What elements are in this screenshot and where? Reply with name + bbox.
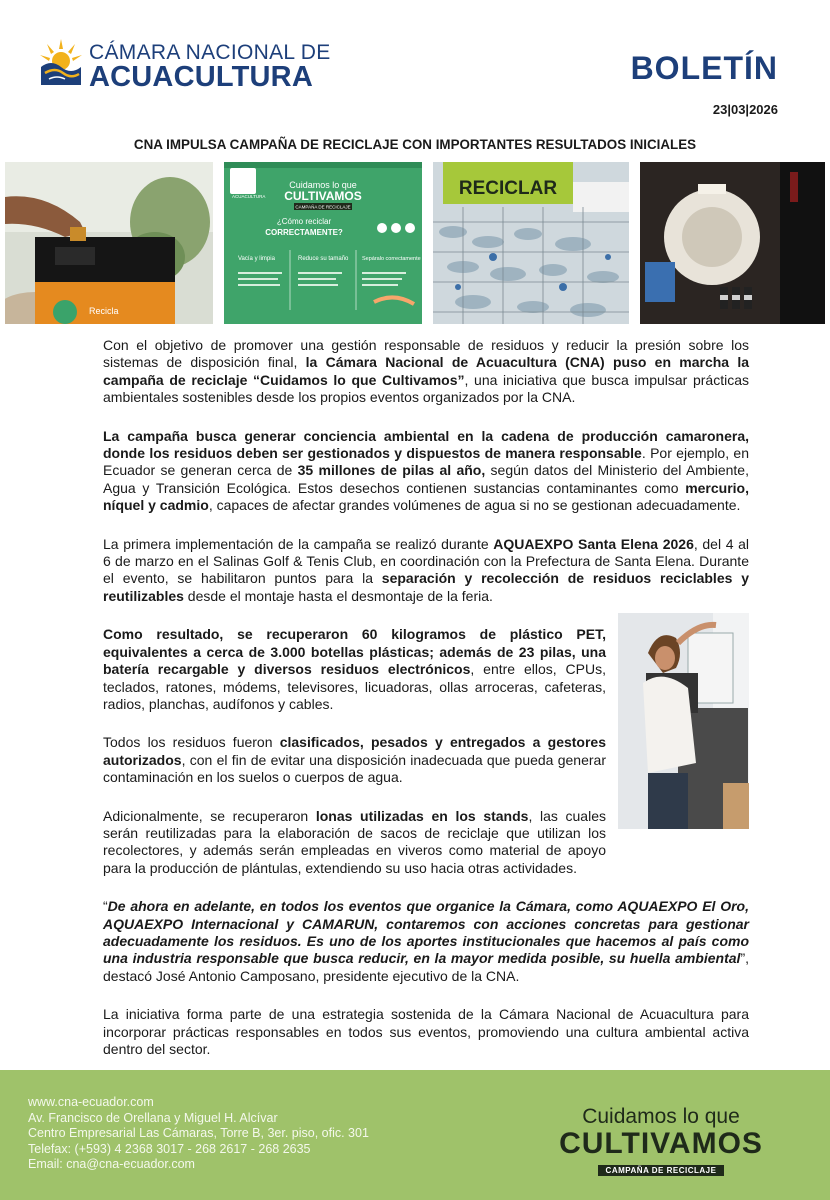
poster-question-2: CORRECTAMENTE?	[265, 228, 343, 237]
footer-website-link[interactable]: www.cna-ecuador.com	[28, 1095, 154, 1109]
p1-text-end: , una iniciativa que busca impulsar prácticas ambientales sostenibles desde los propios eventos organizados por la CNA.	[103, 371, 749, 406]
poster-small-brand: ACUACULTURA	[232, 194, 266, 199]
footer-phone: Telefax: (+593) 4 2368 3017 - 268 2617 - 268 2635	[28, 1141, 311, 1156]
p5-bold: clasificados, pesados y entregados a gestores autorizados	[103, 734, 606, 768]
p2-text-end: , capaces de afectar grandes volúmenes de agua si no se gestionan adecuadamente.	[208, 497, 741, 514]
p4-bold: Como resultado, se recuperaron 60 kilogramos de plástico PET, equivalentes a cerca de 3.000 botellas plásticas; además de 23 pilas, una batería recargable y diversos residuos electrónicos	[103, 626, 606, 678]
logo-text-line2: ACUACULTURA	[89, 61, 313, 93]
campaign-logo	[556, 1106, 766, 1178]
logo-text-line1: CÁMARA NACIONAL DE	[89, 41, 331, 64]
bin-label: Recicla	[89, 306, 119, 316]
paragraph-1	[103, 337, 749, 407]
paragraph-8: La iniciativa forma parte de una estrategia sostenida de la Cámara Nacional de Acuacultura para incorporar prácticas responsables en todos sus eventos, promoviendo una cultura ambiental activa dentro del sector.	[103, 1006, 749, 1057]
cna-emblem-icon	[37, 37, 85, 87]
paragraph-2	[103, 428, 749, 515]
photo-plastic-bottles	[433, 162, 629, 324]
campaign-line2: CULTIVAMOS	[559, 1127, 763, 1160]
p5-text: Todos los residuos fueron	[103, 734, 280, 751]
campaign-line1: Cuidamos lo que	[582, 1105, 740, 1128]
recycle-banner: RECICLAR	[458, 178, 558, 199]
footer-email-link[interactable]: Email: cna@cna-ecuador.com	[28, 1157, 195, 1171]
p3-bold-event: AQUAEXPO Santa Elena 2026	[493, 535, 694, 552]
bulletin-date: 23|03|2026	[712, 102, 778, 117]
campaign-tag: CAMPAÑA DE RECICLAJE	[598, 1165, 725, 1176]
footer-address-2: Centro Empresarial Las Cámaras, Torre B, 3er. piso, ofic. 301	[28, 1126, 369, 1140]
poster-col1: Vacía y limpia	[238, 256, 275, 262]
poster-question-1: ¿Cómo reciclar	[276, 217, 332, 226]
paragraph-3	[103, 536, 749, 606]
p3-bold-points: separación y recolección de residuos reciclables y reutilizables	[103, 570, 749, 604]
p1-text: Con el objetivo de promover una gestión responsable de residuos y reducir la presión sobre los sistemas de disposición final,	[103, 337, 749, 371]
photo-electronic-waste	[640, 162, 825, 324]
poster-col2: Reduce su tamaño	[298, 256, 349, 262]
photo-campaign-poster	[224, 162, 422, 324]
bulletin-title: BOLETÍN	[630, 50, 778, 86]
p3-text-end: desde el montaje hasta el desmontaje de la feria.	[183, 587, 493, 604]
p7-quote: De ahora en adelante, en todos los eventos que organice la Cámara, como AQUAEXPO El Oro, AQUAEXPO Internacional y CAMARUN, contaremos con acciones concretas para gestionar adecuadamente los residuos. Es uno de los aportes institucionales que hacemos al país como una industria responsable que busca reducir, en la mayor medida posible, su huella ambiental	[103, 898, 749, 967]
footer-address-1: Av. Francisco de Orellana y Miguel H. Alcívar	[28, 1110, 278, 1125]
p2-text: . Por ejemplo, en Ecuador se generan cerca de	[103, 445, 750, 479]
poster-title-2: CULTIVAMOS	[284, 189, 362, 203]
headline: CNA IMPULSA CAMPAÑA DE RECICLAJE CON IMPORTANTES RESULTADOS INICIALES	[133, 137, 697, 152]
footer	[0, 1070, 830, 1200]
poster-col3: Sepáralo correctamente	[362, 256, 421, 262]
photo-recycling-bin	[5, 162, 213, 324]
p6-bold: lonas utilizadas en los stands	[315, 807, 529, 824]
p7-open-quote: “	[103, 898, 108, 915]
paragraph-4	[103, 626, 606, 713]
p2-text-mid: según datos del Ministerio del Ambiente, Agua y Transición Ecológica. Estos desechos contienen sustancias contaminantes como	[103, 462, 749, 496]
cna-logo	[37, 37, 331, 93]
p6-text: Adicionalmente, se recuperaron	[103, 807, 316, 824]
p2-bold: La campaña busca generar conciencia ambiental en la cadena de producción camaronera, donde los residuos deben ser gestionados y dispuestos de manera responsable	[103, 427, 749, 462]
p3-text: La primera implementación de la campaña se realizó durante	[103, 535, 494, 552]
p4-text: , entre ellos, CPUs, teclados, ratones, módems, televisores, licuadoras, ollas arroceras, cafeteras, radios, planchas, audífonos y cables.	[103, 661, 606, 712]
paragraph-7-quote	[103, 898, 749, 985]
p3-text-mid: , del 4 al 6 de marzo en el Salinas Golf & Tenis Club, en coordinación con la Prefectura de Santa Elena. Durante el evento, se habilitaron puntos para la	[103, 535, 749, 587]
p5-text-end: , con el fin de evitar una disposición inadecuada que pueda generar contaminación en los suelos o cuerpos de agua.	[103, 751, 606, 786]
p6-text-end: , las cuales serán reutilizadas para la elaboración de sacos de reciclaje que utilizan los recolectores, y además serán empleadas en viveros como material de apoyo para la producción de plántulas, extendiendo su uso hacia otras actividades.	[103, 807, 606, 876]
p1-bold: la Cámara Nacional de Acuacultura (CNA) puso en marcha la campaña de reciclaje “Cuidamos lo que Cultivamos”	[103, 354, 750, 388]
p2-bold-metals: mercurio, níquel y cadmio	[103, 479, 749, 514]
paragraph-6	[103, 808, 606, 878]
poster-tag: CAMPAÑA DE RECICLAJE	[295, 204, 351, 210]
p2-bold-figure: 35 millones de pilas al año,	[297, 462, 486, 479]
paragraph-5	[103, 734, 606, 786]
p7-attribution: ”, destacó José Antonio Camposano, presidente ejecutivo de la CNA.	[103, 950, 749, 984]
footer-contact	[28, 1095, 369, 1173]
poster-title-1: Cuidamos lo que	[289, 180, 357, 190]
photo-woman-recycling	[618, 613, 749, 829]
